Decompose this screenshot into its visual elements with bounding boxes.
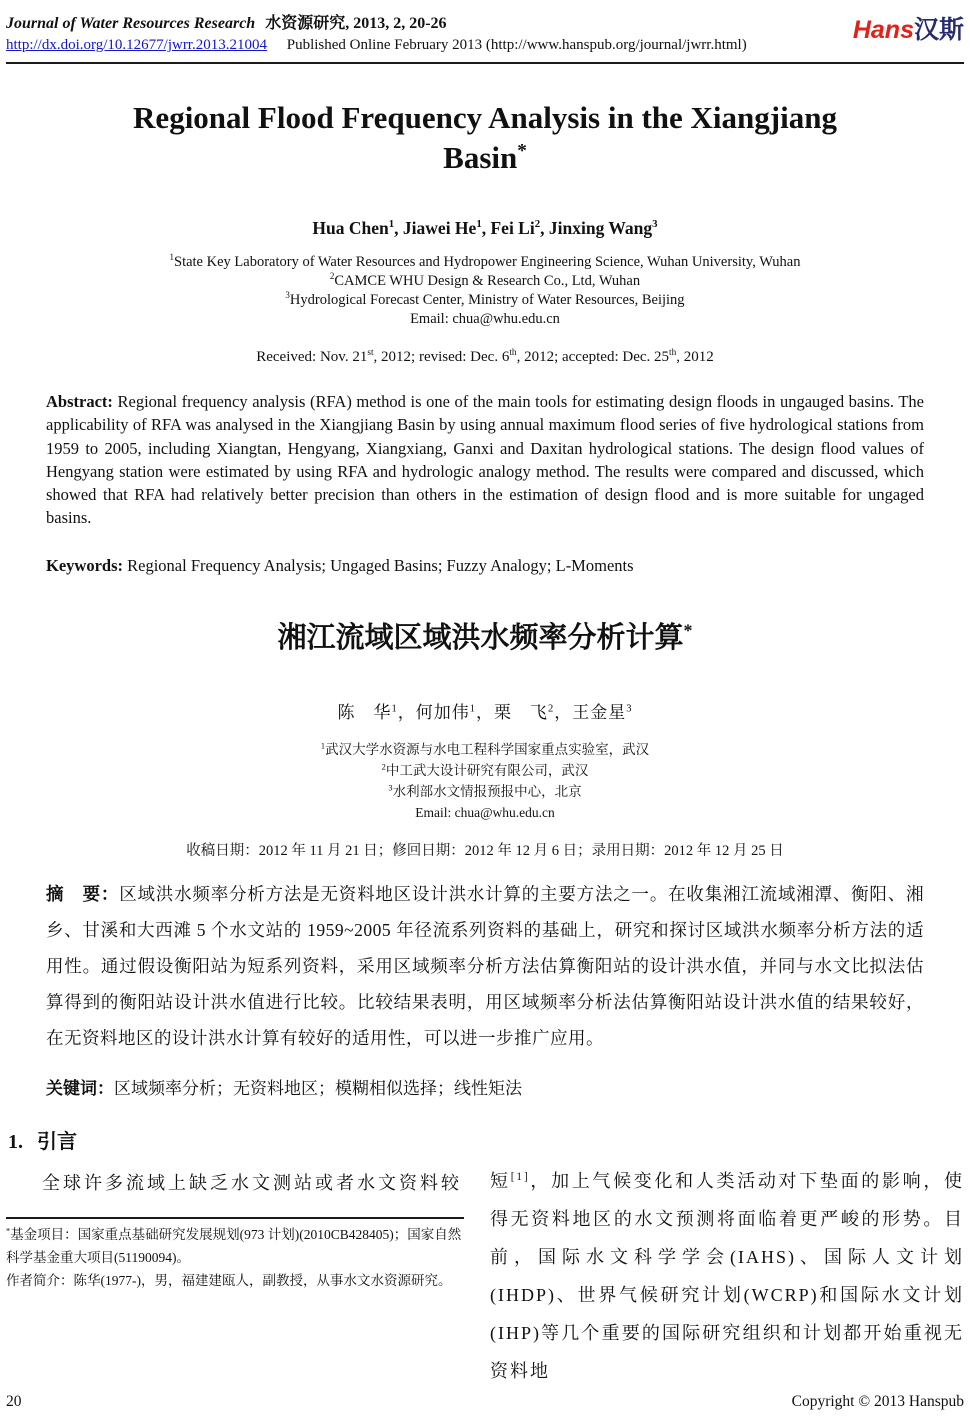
abstract-label: 摘 要： bbox=[46, 883, 120, 904]
affiliation-line bbox=[6, 760, 964, 781]
journal-doi-line bbox=[6, 37, 747, 54]
intro-paragraph-right bbox=[490, 1162, 964, 1390]
section-heading-introduction bbox=[8, 1125, 964, 1154]
left-column bbox=[6, 1162, 464, 1390]
journal-title-en: Journal of Water Resources Research bbox=[6, 15, 256, 32]
affiliation-mark: 1 bbox=[169, 252, 174, 263]
abstract-text: Regional frequency analysis (RFA) method is one of the main tools for estimating design floods in ungauged basins. The applicability of RFA was analysed in the Xiangjiang Basin by using annual maximum flood series of five hydrological stations from 1959 to 2005, including Xiangtan, Hengyang, Xiangxiang, Ganxi and Daxitan hydrological stations. The design flood values of Hengyang station were estimated by using RFA and hydrologic analogy method. The results were compared and discussed, which showed that RFA had relatively better precision than others in the estimation of design flood and is more suitable for ungaged basins. bbox=[46, 392, 924, 528]
intro-text: ，加上气候变化和人类活动对下垫面的影响，使得无资料地区的水文预测将面临着更严峻的形势。目前，国际水文科学学会(IAHS)、国际人文计划(IHDP)、世界气候研究计划(WCRP)和国际水文计划(IHP)等几个重要的国际研究组织和计划都开始重视无资料地 bbox=[490, 1170, 965, 1381]
cn-title-text: 湘江流域区域洪水频率分析计算 bbox=[277, 621, 684, 654]
affiliations-cn bbox=[6, 739, 964, 823]
section-title: 引言 bbox=[37, 1130, 77, 1153]
author-name: Jinxing Wang bbox=[548, 218, 653, 238]
author-name: Fei Li bbox=[490, 218, 535, 238]
title-footnote-mark: * bbox=[517, 140, 527, 162]
received-text: , 2012 bbox=[676, 349, 714, 365]
doi-link[interactable]: http://dx.doi.org/10.12677/jwrr.2013.21004 bbox=[6, 37, 267, 53]
author-affil-mark: 1 bbox=[469, 703, 476, 715]
affiliation-line bbox=[6, 739, 964, 760]
two-column-body bbox=[6, 1162, 964, 1390]
right-column bbox=[490, 1162, 964, 1390]
affiliation-mark: 3 bbox=[388, 783, 393, 793]
page-number: 20 bbox=[6, 1393, 22, 1410]
author-separator: , bbox=[394, 218, 403, 238]
affiliation-text: Hydrological Forecast Center, Ministry of Water Resources, Beijing bbox=[289, 292, 685, 308]
keywords-text: 区域频率分析；无资料地区；模糊相似选择；线性矩法 bbox=[114, 1078, 522, 1098]
affiliation-text: 水利部水文情报预报中心，北京 bbox=[392, 783, 582, 799]
intro-text: 短 bbox=[490, 1170, 511, 1191]
author-affil-mark: 3 bbox=[652, 218, 658, 231]
keywords-label: 关键词： bbox=[46, 1078, 114, 1098]
hans-logo-cjk: 汉斯 bbox=[913, 16, 964, 44]
received-line-en bbox=[6, 349, 964, 366]
author-name: Hua Chen bbox=[312, 218, 389, 238]
footnote-mark: * bbox=[6, 1226, 11, 1236]
section-number: 1. bbox=[8, 1130, 23, 1153]
title-line1: Regional Flood Frequency Analysis in the Xiangjiang bbox=[133, 100, 837, 135]
ordinal-sup: th bbox=[509, 348, 517, 358]
journal-info bbox=[6, 10, 747, 54]
footnote-author-bio: 作者简介：陈华(1977-)，男，福建建瓯人，副教授，从事水文水资源研究。 bbox=[6, 1272, 452, 1288]
abstract-en bbox=[46, 390, 924, 530]
intro-paragraph-left: 全球许多流域上缺乏水文测站或者水文资料较 bbox=[42, 1172, 462, 1193]
affiliation-text: State Key Laboratory of Water Resources and Hydropower Engineering Science, Wuhan University, Wuhan bbox=[174, 254, 801, 270]
author-affil-mark: 2 bbox=[534, 218, 541, 231]
affiliation-line bbox=[6, 253, 964, 272]
author-affil-mark: 3 bbox=[626, 703, 633, 715]
footnote-funding-text: 基金项目：国家重点基础研究发展规划(973 计划)(2010CB428405)；国家自然科学基金重大项目(51190094)。 bbox=[6, 1226, 462, 1265]
author-affil-mark: 2 bbox=[548, 703, 555, 715]
journal-header bbox=[6, 8, 964, 64]
hans-publisher-logo bbox=[853, 10, 964, 46]
email-line: Email: chua@whu.edu.cn bbox=[410, 311, 560, 327]
affiliation-line bbox=[6, 781, 964, 802]
received-text: , 2012; accepted: Dec. 25 bbox=[516, 349, 670, 365]
keywords-en bbox=[46, 556, 924, 576]
ordinal-sup: st bbox=[367, 348, 374, 358]
affiliation-mark: 3 bbox=[285, 290, 290, 301]
author-affil-mark: 1 bbox=[391, 703, 398, 715]
ordinal-sup: th bbox=[669, 348, 677, 358]
hans-logo-latin: Hans bbox=[852, 16, 914, 44]
affiliation-mark: 1 bbox=[320, 741, 326, 751]
cn-title-footnote-mark: * bbox=[683, 620, 693, 641]
affiliation-mark: 2 bbox=[329, 271, 335, 282]
received-text: Received: Nov. 21 bbox=[256, 349, 368, 365]
author-name: Jiawei He bbox=[402, 218, 477, 238]
journal-title-cn: 水资源研究, 2013, 2, 20-26 bbox=[265, 15, 447, 32]
paper-title-cn bbox=[6, 618, 964, 658]
footnote-block bbox=[6, 1223, 464, 1292]
email-line: Email: chua@whu.edu.cn bbox=[415, 804, 555, 820]
title-line2: Basin bbox=[443, 140, 518, 175]
footnote-funding bbox=[6, 1223, 464, 1269]
author-affil-mark: 1 bbox=[476, 218, 482, 231]
affiliations-en bbox=[6, 253, 964, 329]
author-name: 王金星 bbox=[572, 702, 627, 722]
authors-cn bbox=[6, 698, 964, 723]
author-separator: ， bbox=[554, 702, 573, 722]
published-info: Published Online February 2013 (http://www.hanspub.org/journal/jwrr.html) bbox=[286, 37, 747, 53]
journal-title-line bbox=[6, 10, 747, 33]
affiliation-text: 武汉大学水资源与水电工程科学国家重点实验室，武汉 bbox=[325, 741, 650, 757]
author-separator: ， bbox=[397, 702, 416, 722]
affiliation-mark: 2 bbox=[381, 762, 386, 772]
abstract-label: Abstract: bbox=[46, 392, 113, 411]
keywords-text: Regional Frequency Analysis; Ungaged Basins; Fuzzy Analogy; L-Moments bbox=[123, 555, 634, 575]
copyright-notice: Copyright © 2013 Hanspub bbox=[791, 1393, 964, 1410]
author-separator: , bbox=[481, 218, 491, 238]
keywords-cn bbox=[46, 1074, 924, 1099]
author-affil-mark: 1 bbox=[388, 218, 395, 231]
footnote-divider bbox=[6, 1217, 464, 1219]
abstract-text: 区域洪水频率分析方法是无资料地区设计洪水计算的主要方法之一。在收集湘江流域湘潭、衡阳、湘乡、甘溪和大西滩 5 个水文站的 1959~2005 年径流系列资料的基础上，研究和探讨区域洪水频率分析方法的适用性。通过假设衡阳站为短系列资料，采用区域频率分析方法估算衡阳站的设计洪水值，并同与水文比拟法估算得到的衡阳站设计洪水值进行比较。比较结果表明，用区域频率分析法估算衡阳站设计洪水值的结果较好，在无资料地区的设计洪水计算有较好的适用性，可以进一步推广应用。 bbox=[46, 883, 925, 1048]
page-footer bbox=[6, 1393, 964, 1411]
author-separator: , bbox=[540, 218, 549, 238]
author-name: 何加伟 bbox=[415, 702, 470, 722]
affiliation-text: 中工武大设计研究有限公司，武汉 bbox=[385, 762, 589, 778]
authors-en bbox=[6, 218, 964, 239]
received-line-cn: 收稿日期：2012 年 11 月 21 日；修回日期：2012 年 12 月 6 日；录用日期：2012 年 12 月 25 日 bbox=[186, 842, 784, 859]
author-separator: ， bbox=[476, 702, 494, 722]
affiliation-text: CAMCE WHU Design & Research Co., Ltd, Wuhan bbox=[334, 273, 641, 289]
author-name: 栗 飞 bbox=[494, 702, 548, 722]
affiliation-line bbox=[6, 291, 964, 310]
author-name: 陈 华 bbox=[337, 702, 392, 722]
received-text: , 2012; revised: Dec. 6 bbox=[373, 349, 510, 365]
affiliation-line bbox=[6, 272, 964, 291]
abstract-cn bbox=[46, 876, 924, 1056]
keywords-label: Keywords: bbox=[46, 555, 123, 575]
paper-title-en bbox=[46, 98, 924, 178]
citation-mark: [1] bbox=[510, 1170, 530, 1183]
